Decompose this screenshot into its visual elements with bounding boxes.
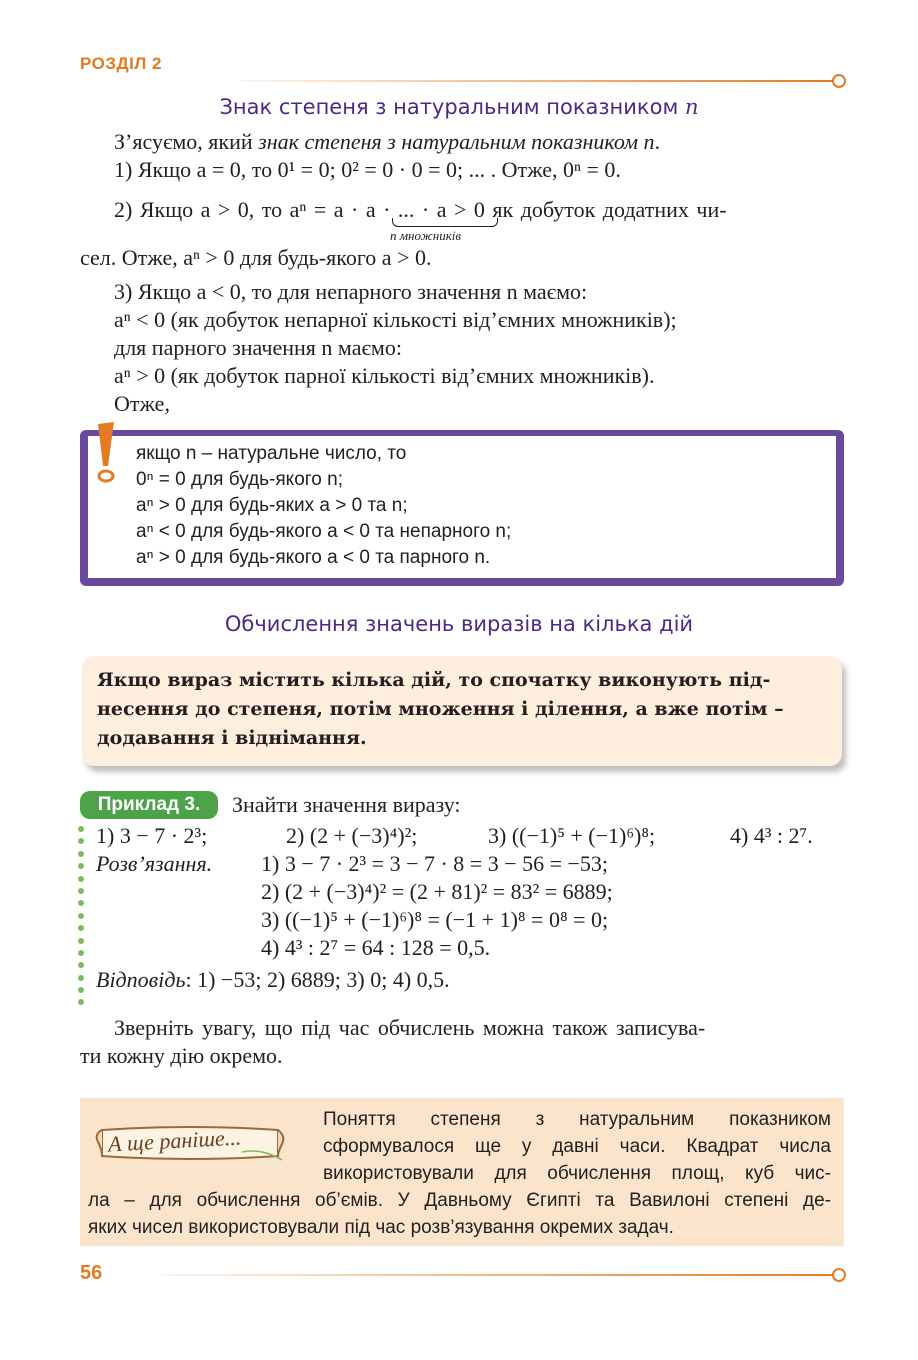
section-label: РОЗДІЛ 2	[80, 54, 162, 73]
header-rule-end	[832, 74, 846, 88]
example-item-1: 1) 3 − 7 · 2³;	[96, 823, 208, 848]
example-badge: Приклад 3.	[80, 791, 218, 819]
intro-line	[114, 130, 660, 154]
important-line-5: aⁿ > 0 для будь-якого a < 0 та парного n.	[136, 547, 491, 568]
history-line-5: яких чисел використовували під час розв’язування окремих задач.	[88, 1217, 674, 1238]
page-number: 56	[80, 1262, 103, 1284]
solution-line-3: 3) ((−1)⁵ + (−1)⁶)⁸ = (−1 + 1)⁸ = 0⁸ = 0;	[261, 907, 609, 932]
case3-line-c: для парного значення n маємо:	[114, 335, 402, 360]
case3-line-b: aⁿ < 0 (як добуток непарної кількості від’ємних множників);	[114, 307, 677, 332]
important-line-1: якщо n – натуральне число, то	[136, 443, 407, 464]
solution-line-1: 1) 3 − 7 · 2³ = 3 − 7 · 8 = 3 − 56 = −53;	[261, 851, 609, 876]
history-line-2: сформувалося ще у давні часи. Квадрат числа	[323, 1136, 831, 1157]
heading-text: Знак степеня з натуральним показником	[219, 95, 679, 119]
history-line-3: використовували для обчислення площ, куб чис-	[323, 1163, 831, 1184]
intro-end: .	[654, 129, 661, 154]
history-box	[80, 1098, 844, 1246]
rule-box	[82, 656, 842, 766]
case2-line-a: 2) Якщо a > 0, то aⁿ = a · a · ... · a > 0 як добуток додатних чи-	[114, 197, 727, 222]
example-task: Знайти значення виразу:	[232, 792, 461, 817]
history-line-4: ла – для обчислення об’ємів. У Давньому Єгипті та Вавилоні степені де-	[88, 1190, 831, 1211]
important-line-3: aⁿ > 0 для будь-яких a > 0 та n;	[136, 495, 408, 516]
section-heading-sign	[0, 95, 918, 119]
case1-line: 1) Якщо a = 0, то 0¹ = 0; 0² = 0 · 0 = 0; ... . Отже, 0ⁿ = 0.	[114, 157, 621, 182]
history-line-1: Поняття степеня з натуральним показником	[323, 1109, 831, 1130]
section-heading-calc: Обчислення значень виразів на кілька дій	[224, 612, 694, 636]
case2-line-b: сел. Отже, aⁿ > 0 для будь-якого a > 0.	[80, 245, 432, 270]
example-item-4: 4) 4³ : 2⁷.	[730, 823, 813, 848]
important-line-4: aⁿ < 0 для будь-якого a < 0 та непарного n;	[136, 521, 512, 542]
rule-line-2: несення до степеня, потім множення і ділення, а вже потім –	[97, 698, 784, 720]
note-line-2: ти кожну дію окремо.	[80, 1043, 283, 1068]
underbrace	[392, 218, 498, 227]
footer-rule	[160, 1274, 834, 1276]
answer-text: : 1) −53; 2) 6889; 3) 0; 4) 0,5.	[185, 967, 450, 992]
underbrace-label: n множників	[390, 228, 462, 243]
solution-label: Розв’язання.	[96, 851, 213, 876]
scroll-label: А ще раніше...	[107, 1124, 242, 1157]
heading-variable: n	[685, 95, 699, 119]
rule-line-3: додавання і віднімання.	[97, 727, 367, 749]
rule-line-1: Якщо вираз містить кілька дій, то спочатку виконують під-	[97, 669, 771, 691]
example-item-2: 2) (2 + (−3)⁴)²;	[286, 823, 418, 848]
footer-rule-end	[832, 1268, 846, 1282]
therefore-line: Отже,	[114, 391, 170, 416]
header-rule	[240, 80, 834, 82]
solution-line-2: 2) (2 + (−3)⁴)² = (2 + 81)² = 83² = 6889;	[261, 879, 613, 904]
answer-line	[96, 968, 450, 992]
case3-line-d: aⁿ > 0 (як добуток парної кількості від’ємних множників).	[114, 363, 655, 388]
exclamation-icon	[92, 420, 124, 486]
example-dots	[78, 826, 84, 1012]
example-item-3: 3) ((−1)⁵ + (−1)⁶)⁸;	[488, 823, 656, 848]
intro-italic: знак степеня з натуральним показником n	[258, 129, 655, 154]
important-line-2: 0ⁿ = 0 для будь-якого n;	[136, 469, 343, 490]
intro-plain: З’ясуємо, який	[114, 129, 259, 154]
case3-line-a: 3) Якщо a < 0, то для непарного значення n маємо:	[114, 279, 588, 304]
important-box	[80, 430, 844, 586]
answer-label: Відповідь	[96, 967, 186, 992]
solution-line-4: 4) 4³ : 2⁷ = 64 : 128 = 0,5.	[261, 935, 491, 960]
note-line-1: Зверніть увагу, що під час обчислень можна також записува-	[114, 1015, 706, 1040]
